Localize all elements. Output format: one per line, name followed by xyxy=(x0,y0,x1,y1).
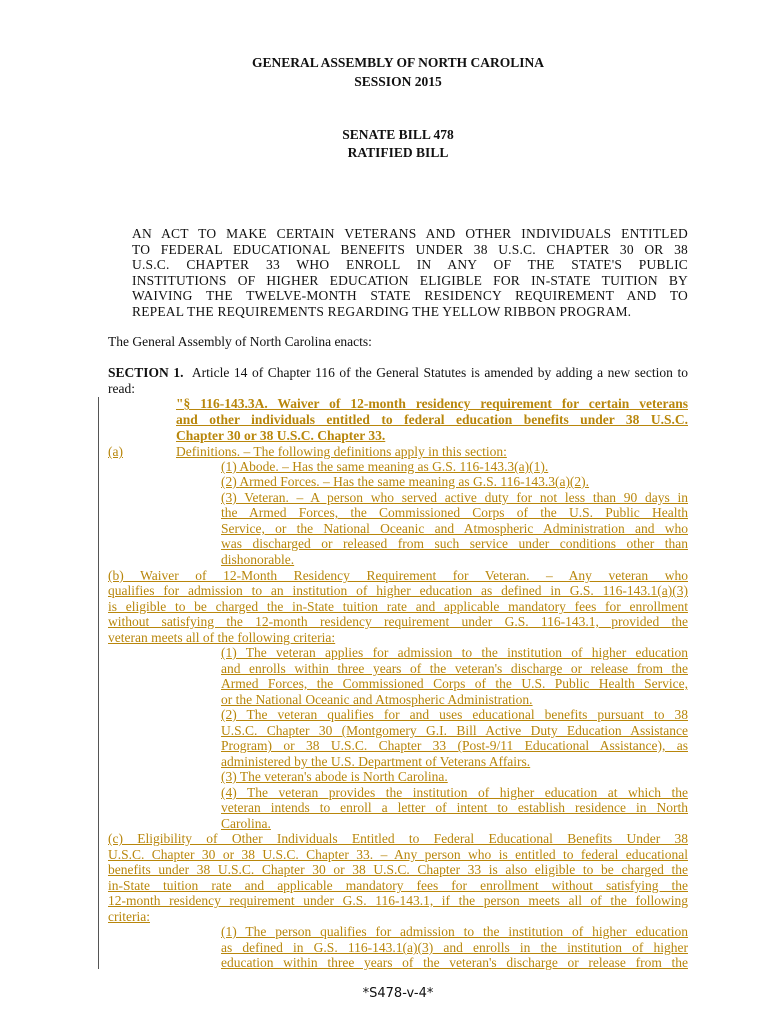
definition-veteran-line: (3) Veteran. – A person who served active duty for not less than 90 days in xyxy=(221,490,688,505)
act-title-line: TO FEDERAL EDUCATIONAL BENEFITS UNDER 38 U.S.C. CHAPTER 30 OR 38 xyxy=(132,241,688,257)
subsection-c-line: (c) Eligibility of Other Individuals Entitled to Federal Educational Benefits Under 38 xyxy=(108,831,688,846)
criterion-b1-line: or the National Oceanic and Atmospheric Administration. xyxy=(221,692,533,707)
statute-heading-line: Chapter 30 or 38 U.S.C. Chapter 33. xyxy=(176,428,386,443)
section-1 xyxy=(108,365,688,396)
subsection-b-line: is eligible to be charged the in-State tuition rate and applicable mandatory fees for enrollment xyxy=(108,599,688,614)
subsection-c-line: in-State tuition rate and applicable mandatory fees for enrollment without satisfying the xyxy=(108,878,688,893)
act-title-line: AN ACT TO MAKE CERTAIN VETERANS AND OTHER INDIVIDUALS ENTITLED xyxy=(132,226,688,241)
criterion-b1-line: (1) The veteran applies for admission to the institution of higher education xyxy=(221,645,688,660)
criterion-b4-line: (4) The veteran provides the institution of higher education at which the xyxy=(221,785,688,800)
act-title-line: REPEAL THE REQUIREMENTS REGARDING THE YELLOW RIBBON PROGRAM. xyxy=(132,303,632,319)
criterion-b2-line: (2) The veteran qualifies for and uses educational benefits pursuant to 38 xyxy=(221,707,688,722)
definition-veteran-line: the Armed Forces, the Commissioned Corps of the U.S. Public Health xyxy=(221,505,688,520)
subsection-a-text: Definitions. – The following definitions apply in this section: xyxy=(176,444,507,459)
criterion-b4-line: veteran intends to enroll a letter of intent to establish residence in North xyxy=(221,800,688,815)
statute-heading-line: "§ 116-143.3A. Waiver of 12-month residency requirement for certain veterans xyxy=(176,396,688,411)
criterion-b2-line: administered by the U.S. Department of Veterans Affairs. xyxy=(221,754,531,769)
subsection-c-line: 12-month residency requirement under G.S. 116-143.1, if the person meets all of the following xyxy=(108,893,688,908)
criterion-b4-line: Carolina. xyxy=(221,816,271,831)
subsection-b-line: veteran meets all of the following criteria: xyxy=(108,630,336,645)
act-title-line: INSTITUTIONS OF HIGHER EDUCATION ELIGIBLE FOR IN-STATE TUITION BY xyxy=(132,272,688,288)
definition-abode xyxy=(221,459,548,475)
document-barcode-id: *S478-v-4* xyxy=(362,986,434,1001)
criterion-b2-line: Program) or 38 U.S.C. Chapter 33 (Post-9/11 Educational Assistance), as xyxy=(221,738,688,753)
definition-veteran-line: was discharged or released from such service under conditions other than xyxy=(221,536,688,551)
item-text: Abode. – Has the same meaning as G.S. 116-143.3(a)(1). xyxy=(239,459,549,474)
criterion-b1-line: Armed Forces, the Commissioned Corps of the U.S. Public Health Service, xyxy=(221,676,688,691)
section-text: Article 14 of Chapter 116 of the General Statutes is amended by adding a new section to read: xyxy=(108,365,688,396)
subsection-c-line: benefits under 38 U.S.C. Chapter 30 or 38 U.S.C. Chapter 33 is also eligible to be charged the xyxy=(108,862,688,877)
item-text: Armed Forces. – Has the same meaning as G.S. 116-143.3(a)(2). xyxy=(239,474,590,489)
bill-number: SENATE BILL 478 xyxy=(342,127,454,142)
criterion-c1-line: education within three years of the veteran's discharge or release from the xyxy=(221,955,688,970)
definition-veteran-line: Service, or the National Oceanic and Atmospheric Administration and who xyxy=(221,521,688,536)
act-title-line: WAIVING THE TWELVE-MONTH STATE RESIDENCY REQUIREMENT AND TO xyxy=(132,288,688,304)
subsection-b-line: qualifies for admission to an institution of higher education as defined in G.S. 116-143.1(a)(3) xyxy=(108,583,688,598)
assembly-title: GENERAL ASSEMBLY OF NORTH CAROLINA xyxy=(251,55,545,70)
subsection-b-line: (b) Waiver of 12-Month Residency Requirement for Veteran. – Any veteran who xyxy=(108,568,688,583)
enacting-clause: The General Assembly of North Carolina enacts: xyxy=(108,334,372,349)
act-title-line: U.S.C. CHAPTER 33 WHO ENROLL IN ANY OF THE STATE'S PUBLIC xyxy=(132,257,688,273)
criterion-c1-line: (1) The person qualifies for admission to the institution of higher education xyxy=(221,924,688,939)
bill-status: RATIFIED BILL xyxy=(347,145,449,160)
criterion-b3: (3) The veteran's abode is North Carolina. xyxy=(221,769,448,784)
subsection-b-line: without satisfying the 12-month residency requirement under G.S. 116-143.1, provided the xyxy=(108,614,688,629)
subsection-c-line: U.S.C. Chapter 30 or 38 U.S.C. Chapter 33. – Any person who is entitled to federal educational xyxy=(108,847,688,862)
subsection-c-line: criteria: xyxy=(108,909,150,924)
criterion-b2-line: U.S.C. Chapter 30 (Montgomery G.I. Bill Active Duty Education Assistance xyxy=(221,723,688,738)
subsection-a-label: (a) xyxy=(108,444,123,459)
item-number: (2) xyxy=(221,474,237,489)
statute-heading-line: and other individuals entitled to federal education benefits under 38 U.S.C. xyxy=(176,412,688,427)
revision-bar xyxy=(98,397,99,969)
definition-veteran-line: dishonorable. xyxy=(221,552,295,567)
act-title xyxy=(132,226,688,320)
criterion-c1-line: as defined in G.S. 116-143.1(a)(3) and enrolls in the institution of higher xyxy=(221,940,688,955)
definition-armed-forces xyxy=(221,474,589,490)
criterion-b1-line: and enrolls within three years of the veteran's discharge or release from the xyxy=(221,661,688,676)
section-label: SECTION 1. xyxy=(108,365,184,380)
item-number: (1) xyxy=(221,459,237,474)
session-title: SESSION 2015 xyxy=(354,74,442,89)
